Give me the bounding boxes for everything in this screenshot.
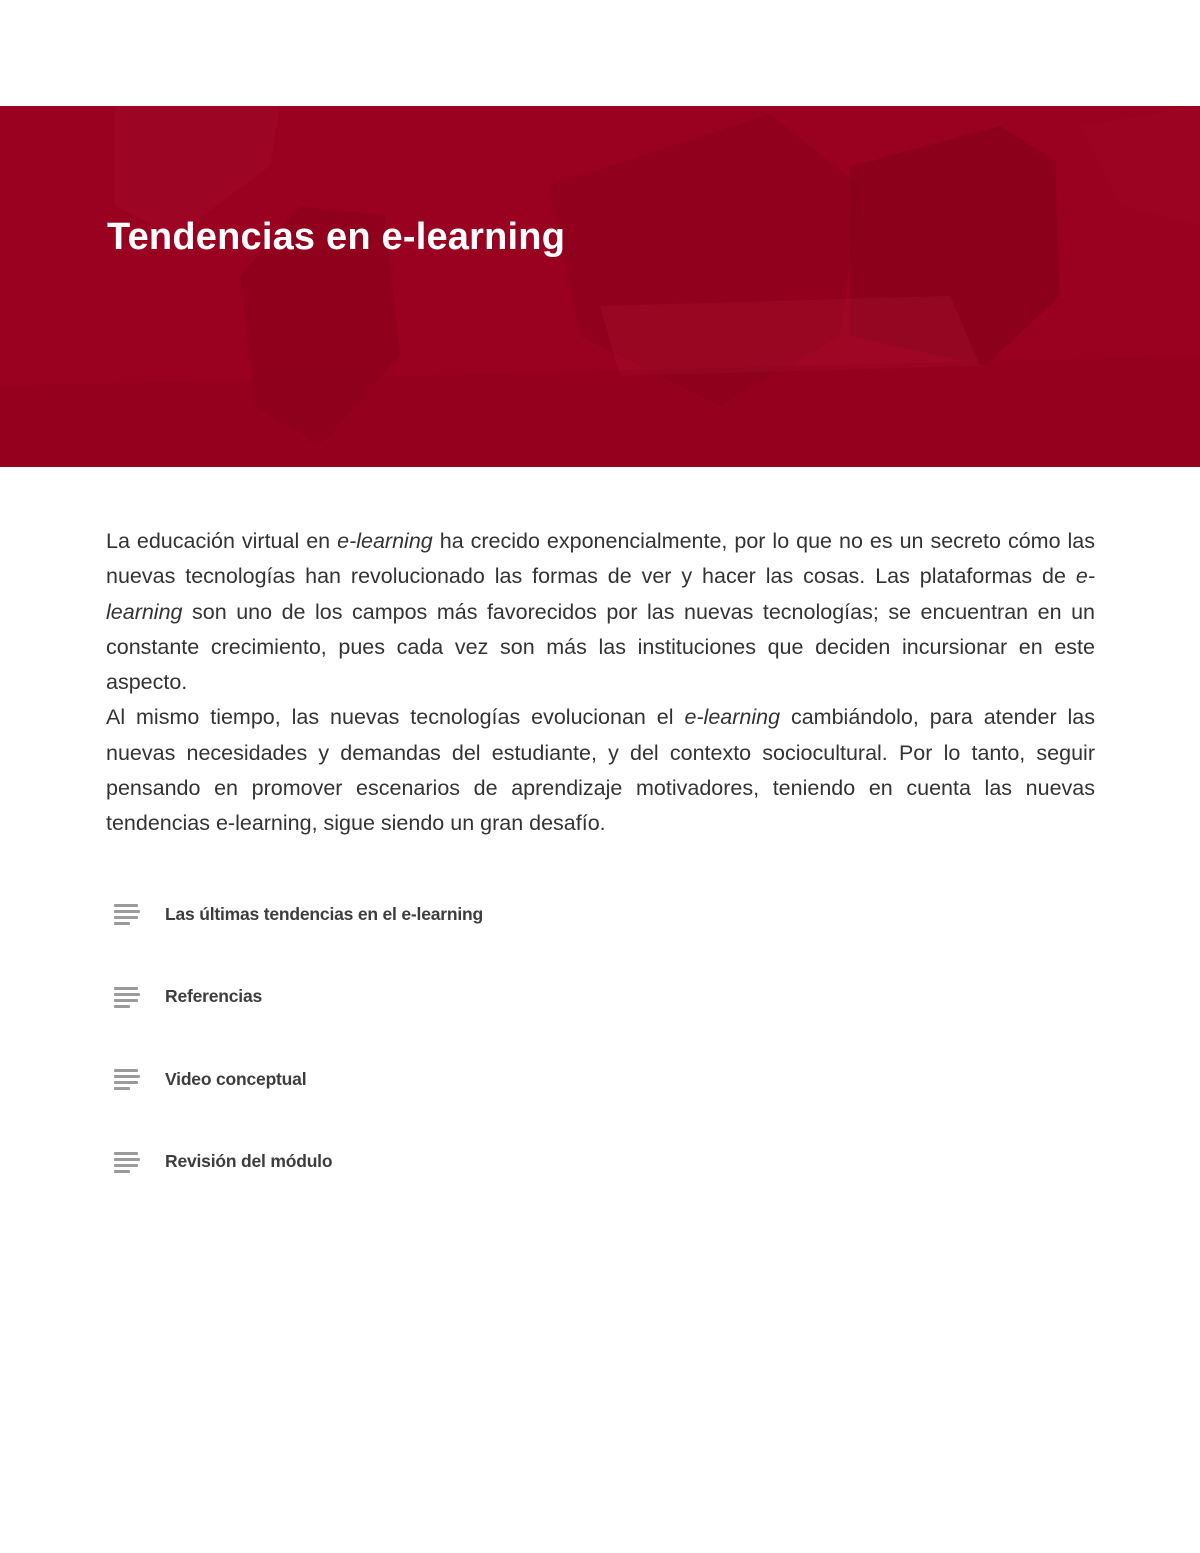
lesson-list xyxy=(114,896,714,1226)
lesson-label: Video conceptual xyxy=(165,1068,307,1089)
lesson-item[interactable] xyxy=(114,1061,714,1097)
page-title: Tendencias en e-learning xyxy=(107,216,566,258)
intro-p1-emphasis-1: e-learning xyxy=(337,529,433,553)
lesson-label: Las últimas tendencias en el e-learning xyxy=(165,903,484,924)
lesson-item[interactable] xyxy=(114,896,714,932)
intro-paragraph-2 xyxy=(106,700,1095,841)
hero-banner xyxy=(0,106,1200,467)
lesson-label: Revisión del módulo xyxy=(165,1151,333,1171)
intro-p1-text-b: ha crecido exponencialmente, por lo que no es un secreto cómo las nuevas tecnologías han revolucionado las formas de ver y hacer las cosas. Las plataformas de xyxy=(106,529,1095,589)
lesson-item[interactable] xyxy=(114,979,714,1015)
text-lines-icon xyxy=(114,903,140,925)
intro-p2-text-a: Al mismo tiempo, las nuevas tecnologías evolucionan el xyxy=(106,705,685,730)
lesson-label: Referencias xyxy=(165,986,263,1006)
lesson-item[interactable] xyxy=(114,1144,714,1180)
intro-paragraph-1 xyxy=(106,524,1095,700)
intro-p1-text-c: son uno de los campos más favorecidos por las nuevas tecnologías; se encuentran en un constante crecimiento, pues cada vez son más las instituciones que deciden incursionar en este aspecto. xyxy=(106,599,1095,695)
intro-text xyxy=(106,524,1095,842)
intro-p2-text-b: cambiándolo, para atender las nuevas necesidades y demandas del estudiante, y del contexto sociocultural. Por lo tanto, seguir pensando en promover escenarios de aprendizaje motivadores, teniendo en cuenta las nuevas tendencias e-learning, sigue siendo un gran desafío. xyxy=(106,705,1096,836)
text-lines-icon xyxy=(114,1151,140,1173)
hero-background-shapes xyxy=(0,106,1200,467)
intro-p2-emphasis-1: e-learning xyxy=(684,705,781,730)
text-lines-icon xyxy=(114,986,140,1008)
intro-p1-text-a: La educación virtual en xyxy=(106,529,338,553)
text-lines-icon xyxy=(114,1068,140,1090)
intro-p1-emphasis-2: e-learning xyxy=(106,564,1095,624)
